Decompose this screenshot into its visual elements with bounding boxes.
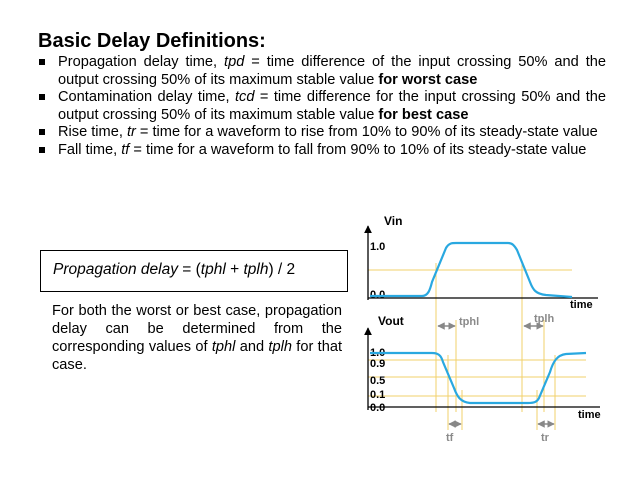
tphl-label: tphl [459, 316, 480, 328]
tf-label: tf [446, 432, 454, 444]
vout-time-label: time [578, 409, 601, 421]
guide-lines [368, 263, 586, 430]
vout-tick-0-0: 0.0 [370, 402, 386, 414]
vout-axis-label: Vout [378, 314, 404, 328]
definition-contamination-delay: Contamination delay time, tcd = time difference for the input crossing 50% and the output crossing 50% of its maximum stable value for best case [38, 89, 606, 124]
vout-tick-0-5: 0.5 [370, 375, 386, 387]
vin-tick-0: 0.0 [370, 289, 386, 301]
vout-tick-1-0: 1.0 [370, 347, 386, 359]
definition-rise-time: Rise time, tr = time for a waveform to rise from 10% to 90% of its steady-state value [38, 124, 606, 142]
propagation-delay-formula: Propagation delay = (tphl + tplh) / 2 [40, 250, 348, 292]
vout-tick-0-1: 0.1 [370, 389, 386, 401]
tr-label: tr [541, 432, 549, 444]
tplh-label: tplh [534, 313, 555, 325]
vin-axis-label: Vin [384, 214, 403, 228]
vin-time-label: time [570, 299, 593, 311]
slide-title: Basic Delay Definitions: [38, 30, 266, 52]
propagation-delay-note: For both the worst or best case, propagation delay can be determined from the corresponding values of tphl and tplh for that case. [52, 303, 342, 373]
vout-axes [368, 314, 601, 421]
vin-tick-1: 1.0 [370, 241, 386, 253]
vout-tick-0-9: 0.9 [370, 358, 386, 370]
definition-fall-time: Fall time, tf = time for a waveform to fall from 90% to 10% of its steady-state value [38, 142, 606, 160]
definition-propagation-delay: Propagation delay time, tpd = time difference of the input crossing 50% and the output crossing 50% of its maximum stable value for worst case [38, 54, 606, 89]
